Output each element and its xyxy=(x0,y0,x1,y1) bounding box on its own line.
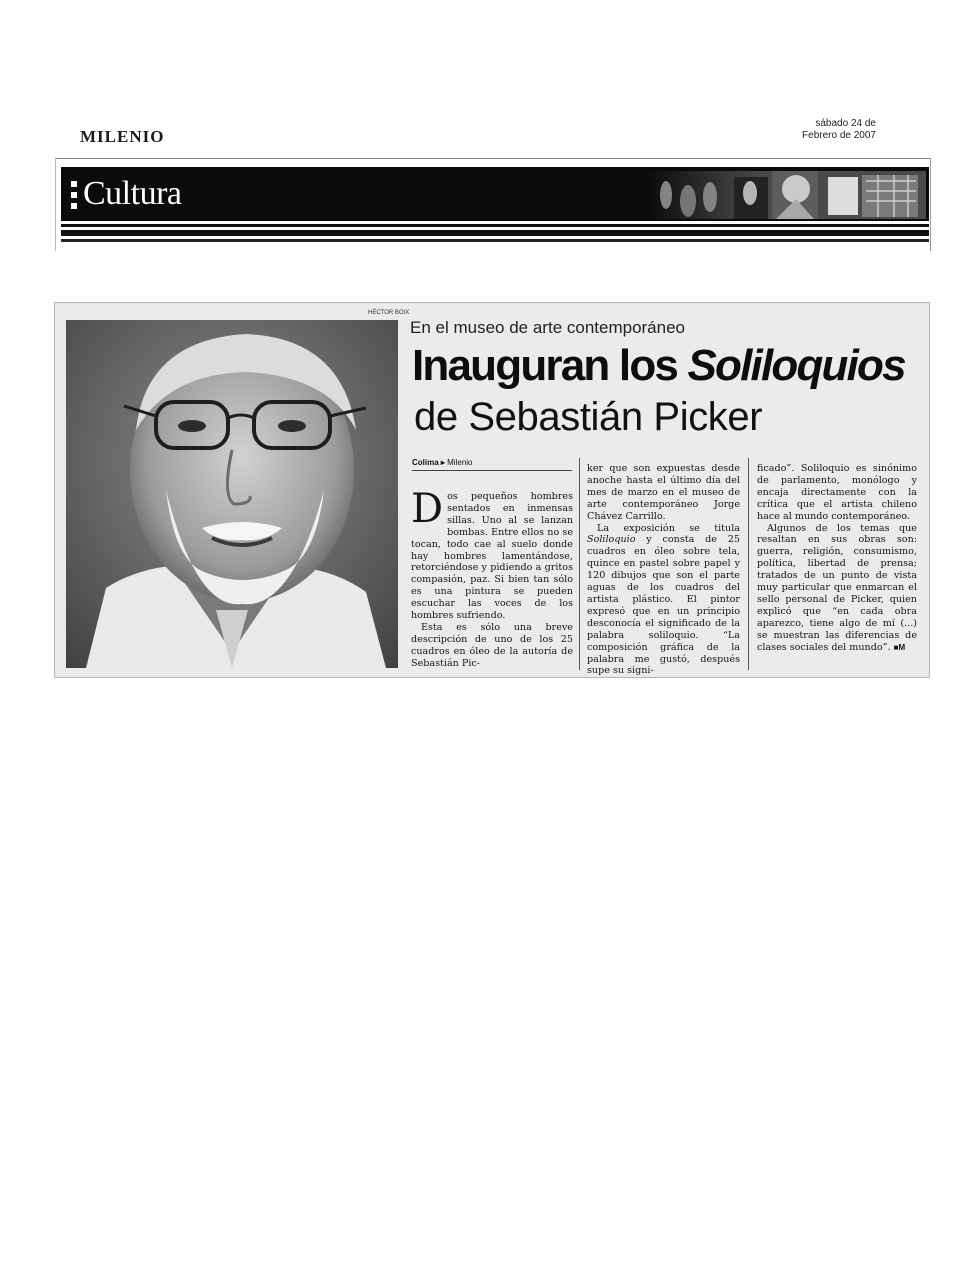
photo-credit: HÉCTOR BOIX xyxy=(368,310,410,316)
dateline xyxy=(790,118,876,142)
article-column-3 xyxy=(757,463,917,654)
headline-emphasis: Soliloquios xyxy=(687,341,905,390)
article-paragraph: ker que son expuestas desde anoche hasta el último día del mes de marzo en el museo de arte contemporáneo Jorge Chávez Carrillo. xyxy=(587,463,740,522)
headline-text: Inauguran los xyxy=(412,341,688,390)
article-paragraph: Esta es sólo una breve descripción de uno de los 25 cuadros en óleo de la autoría de Sebastián Pic- xyxy=(411,621,573,669)
column-divider xyxy=(748,458,749,670)
byline-place: Colima ▸ xyxy=(412,458,445,467)
byline-source: Milenio xyxy=(444,458,473,467)
end-mark-icon: ■M xyxy=(893,642,906,652)
divider-rule xyxy=(61,230,929,236)
headline-subline: de Sebastián Picker xyxy=(414,395,763,439)
section-header xyxy=(55,158,931,251)
dateline-month-year: Febrero de 2007 xyxy=(802,130,876,141)
column-divider xyxy=(579,458,580,670)
banner-photo-collage xyxy=(646,171,926,219)
newspaper-masthead: MILENIO xyxy=(80,127,165,146)
article-paragraph: ficado”. Soliloquio es sinónimo de parlamento, monólogo y encaja directamente con la crítica que el artista chileno hace al mundo contemporáneo. xyxy=(757,463,917,522)
section-banner xyxy=(61,167,929,221)
divider-rule xyxy=(61,239,929,242)
section-title: Cultura xyxy=(83,175,182,212)
byline xyxy=(412,458,572,471)
article-kicker: En el museo de arte contemporáneo xyxy=(410,318,686,337)
article-column-1 xyxy=(411,486,573,670)
article-paragraph: Algunos de los temas que resaltan en sus obras son: guerra, religión, consumismo, política, libertad de prensa; tratados de un punto de vista muy particular que enmarcan el sello personal de Picker, quien explicó que “en cada obra aparezco, tiene algo de mí (...) se muestran las diferencias de clases sociales del mundo”. ■M xyxy=(757,522,917,653)
article-paragraph: La exposición se titula Soliloquio y consta de 25 cuadros en óleo sobre tela, quince en pastel sobre papel y 120 dibujos que son el parte aguas de los cuadros del artista plástico. El pintor expresó que en un principio desconocía el significado de la palabra soliloquio. “La composición gráfica de la palabra me gustó, después supe su signi- xyxy=(587,522,740,677)
portrait-photo xyxy=(66,320,398,668)
section-marker-icon xyxy=(71,181,77,209)
article-column-2 xyxy=(587,463,740,677)
divider-rule xyxy=(61,224,929,227)
article-paragraph: Dos pequeños hombres sentados en inmensas sillas. Uno al se lanzan bombas. Entre ellos no se tocan, todo cae al suelo donde hay hombres lamentándose, retorciéndose y pidiendo a gritos compasión, paz. Si bien tan sólo es una pintura se pueden escuchar las voces de los hombres sufriendo. xyxy=(411,486,573,622)
headline-main xyxy=(412,341,905,391)
dateline-day: sábado 24 de xyxy=(815,118,876,129)
drop-cap: D xyxy=(411,486,444,532)
title-emphasis: Soliloquio xyxy=(587,534,636,546)
